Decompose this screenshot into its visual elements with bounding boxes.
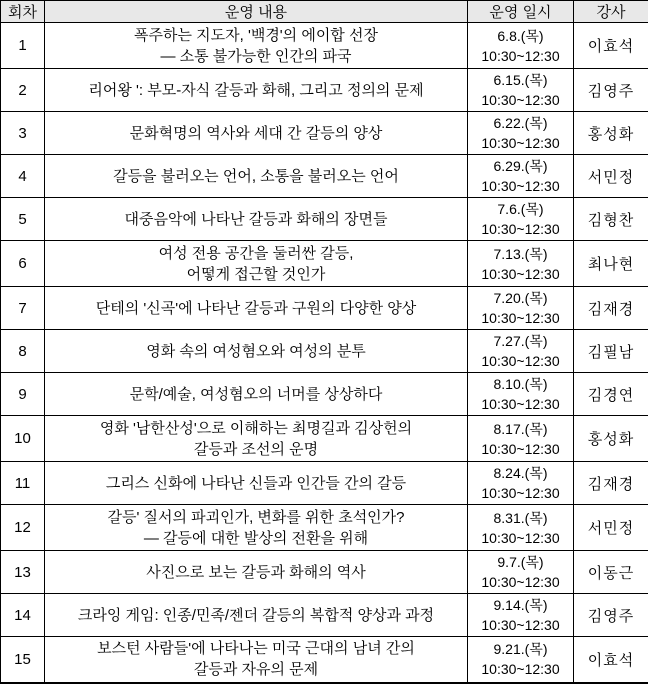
session-date: 8.17.(목) — [470, 419, 571, 439]
session-datetime-cell — [468, 155, 574, 198]
table-row — [1, 241, 648, 287]
session-number-cell: 5 — [1, 198, 45, 241]
table-row — [1, 23, 648, 69]
session-content-line: 여성 전용 공간을 둘러싼 갈등, — [47, 243, 465, 264]
instructor-cell: 김경연 — [574, 373, 648, 416]
session-time: 10:30~12:30 — [470, 133, 571, 153]
session-content-cell — [45, 198, 468, 241]
table-row — [1, 594, 648, 637]
table-row — [1, 155, 648, 198]
session-datetime-cell — [468, 241, 574, 287]
session-time: 10:30~12:30 — [470, 615, 571, 635]
session-content-line: 리어왕 ': 부모-자식 갈등과 화해, 그리고 정의의 문제 — [47, 80, 465, 101]
session-number-cell: 13 — [1, 551, 45, 594]
table-row — [1, 416, 648, 462]
session-number-cell: 12 — [1, 505, 45, 551]
session-content-cell — [45, 330, 468, 373]
col-header-content: 운영 내용 — [45, 1, 468, 23]
session-number-cell: 9 — [1, 373, 45, 416]
table-row — [1, 505, 648, 551]
session-time: 10:30~12:30 — [470, 572, 571, 592]
instructor-cell: 김재경 — [574, 462, 648, 505]
session-content-line: 갈등' 질서의 파괴인가, 변화를 위한 초석인가? — [47, 507, 465, 528]
instructor-cell: 이효석 — [574, 23, 648, 69]
session-date: 6.15.(목) — [470, 70, 571, 90]
instructor-cell: 김형찬 — [574, 198, 648, 241]
session-date: 6.8.(목) — [470, 26, 571, 46]
session-number-cell: 1 — [1, 23, 45, 69]
session-datetime-cell — [468, 637, 574, 683]
session-content-cell — [45, 637, 468, 683]
col-header-instructor: 강사 — [574, 1, 648, 23]
session-content-line: 문학/예술, 여성혐오의 너머를 상상하다 — [47, 384, 465, 405]
session-content-line: 영화 '남한산성'으로 이해하는 최명길과 김상헌의 — [47, 418, 465, 439]
session-content-cell — [45, 594, 468, 637]
session-date: 9.14.(목) — [470, 595, 571, 615]
session-datetime-cell — [468, 594, 574, 637]
session-content-line: 보스턴 사람들'에 나타나는 미국 근대의 남녀 간의 — [47, 638, 465, 659]
session-content-line: 갈등과 자유의 문제 — [47, 659, 465, 680]
session-date: 8.24.(목) — [470, 463, 571, 483]
col-header-session: 회차 — [1, 1, 45, 23]
table-row — [1, 551, 648, 594]
session-content-line: — 소통 불가능한 인간의 파국 — [47, 46, 465, 67]
session-datetime-cell — [468, 416, 574, 462]
session-date: 9.21.(목) — [470, 639, 571, 659]
col-header-datetime: 운영 일시 — [468, 1, 574, 23]
table-header-row — [1, 1, 648, 23]
table-row — [1, 637, 648, 683]
session-date: 6.29.(목) — [470, 156, 571, 176]
session-time: 10:30~12:30 — [470, 351, 571, 371]
session-content-cell — [45, 69, 468, 112]
session-datetime-cell — [468, 287, 574, 330]
table-row — [1, 330, 648, 373]
session-content-cell — [45, 462, 468, 505]
session-time: 10:30~12:30 — [470, 219, 571, 239]
session-content-line: — 갈등에 대한 발상의 전환을 위해 — [47, 528, 465, 549]
table-body — [1, 23, 648, 683]
session-time: 10:30~12:30 — [470, 394, 571, 414]
instructor-cell: 김영주 — [574, 69, 648, 112]
session-content-line: 폭주하는 지도자, '백경'의 에이합 선장 — [47, 25, 465, 46]
instructor-cell: 김필남 — [574, 330, 648, 373]
session-time: 10:30~12:30 — [470, 264, 571, 284]
session-datetime-cell — [468, 23, 574, 69]
session-content-cell — [45, 23, 468, 69]
session-time: 10:30~12:30 — [470, 528, 571, 548]
session-number-cell: 15 — [1, 637, 45, 683]
session-number-cell: 14 — [1, 594, 45, 637]
session-content-line: 문화혁명의 역사와 세대 간 갈등의 양상 — [47, 123, 465, 144]
session-date: 6.22.(목) — [470, 113, 571, 133]
session-number-cell: 7 — [1, 287, 45, 330]
session-date: 7.20.(목) — [470, 288, 571, 308]
session-content-cell — [45, 416, 468, 462]
session-number-cell: 2 — [1, 69, 45, 112]
table-row — [1, 373, 648, 416]
instructor-cell: 김재경 — [574, 287, 648, 330]
session-datetime-cell — [468, 373, 574, 416]
session-number-cell: 10 — [1, 416, 45, 462]
session-content-line: 갈등과 조선의 운명 — [47, 439, 465, 460]
session-content-line: 그리스 신화에 나타난 신들과 인간들 간의 갈등 — [47, 473, 465, 494]
session-date: 7.6.(목) — [470, 199, 571, 219]
session-number-cell: 4 — [1, 155, 45, 198]
session-content-line: 어떻게 접근할 것인가 — [47, 264, 465, 285]
session-content-cell — [45, 287, 468, 330]
session-datetime-cell — [468, 198, 574, 241]
table-row — [1, 462, 648, 505]
session-content-line: 사진으로 보는 갈등과 화해의 역사 — [47, 562, 465, 583]
session-time: 10:30~12:30 — [470, 176, 571, 196]
session-content-line: 갈등을 불러오는 언어, 소통을 불러오는 언어 — [47, 166, 465, 187]
session-number-cell: 3 — [1, 112, 45, 155]
session-time: 10:30~12:30 — [470, 90, 571, 110]
session-date: 8.10.(목) — [470, 374, 571, 394]
table-row — [1, 69, 648, 112]
instructor-cell: 김영주 — [574, 594, 648, 637]
session-date: 8.31.(목) — [470, 508, 571, 528]
session-content-line: 영화 속의 여성혐오와 여성의 분투 — [47, 341, 465, 362]
session-datetime-cell — [468, 112, 574, 155]
session-content-cell — [45, 112, 468, 155]
session-datetime-cell — [468, 330, 574, 373]
session-date: 9.7.(목) — [470, 552, 571, 572]
instructor-cell: 이동근 — [574, 551, 648, 594]
session-content-cell — [45, 155, 468, 198]
session-time: 10:30~12:30 — [470, 46, 571, 66]
session-time: 10:30~12:30 — [470, 308, 571, 328]
session-datetime-cell — [468, 69, 574, 112]
session-number-cell: 6 — [1, 241, 45, 287]
table-row — [1, 198, 648, 241]
session-time: 10:30~12:30 — [470, 439, 571, 459]
table-row — [1, 112, 648, 155]
session-datetime-cell — [468, 505, 574, 551]
session-datetime-cell — [468, 462, 574, 505]
session-content-cell — [45, 551, 468, 594]
session-number-cell: 8 — [1, 330, 45, 373]
instructor-cell: 홍성화 — [574, 112, 648, 155]
session-time: 10:30~12:30 — [470, 483, 571, 503]
table-row — [1, 287, 648, 330]
session-number-cell: 11 — [1, 462, 45, 505]
instructor-cell: 최나현 — [574, 241, 648, 287]
session-content-line: 단테의 '신곡'에 나타난 갈등과 구원의 다양한 양상 — [47, 298, 465, 319]
instructor-cell: 이효석 — [574, 637, 648, 683]
session-content-cell — [45, 373, 468, 416]
session-date: 7.27.(목) — [470, 331, 571, 351]
session-time: 10:30~12:30 — [470, 659, 571, 679]
session-datetime-cell — [468, 551, 574, 594]
instructor-cell: 홍성화 — [574, 416, 648, 462]
instructor-cell: 서민정 — [574, 155, 648, 198]
session-content-line: 크라잉 게임: 인종/민족/젠더 갈등의 복합적 양상과 과정 — [47, 605, 465, 626]
session-content-cell — [45, 505, 468, 551]
session-content-cell — [45, 241, 468, 287]
instructor-cell: 서민정 — [574, 505, 648, 551]
session-content-line: 대중음악에 나타난 갈등과 화해의 장면들 — [47, 209, 465, 230]
session-date: 7.13.(목) — [470, 244, 571, 264]
